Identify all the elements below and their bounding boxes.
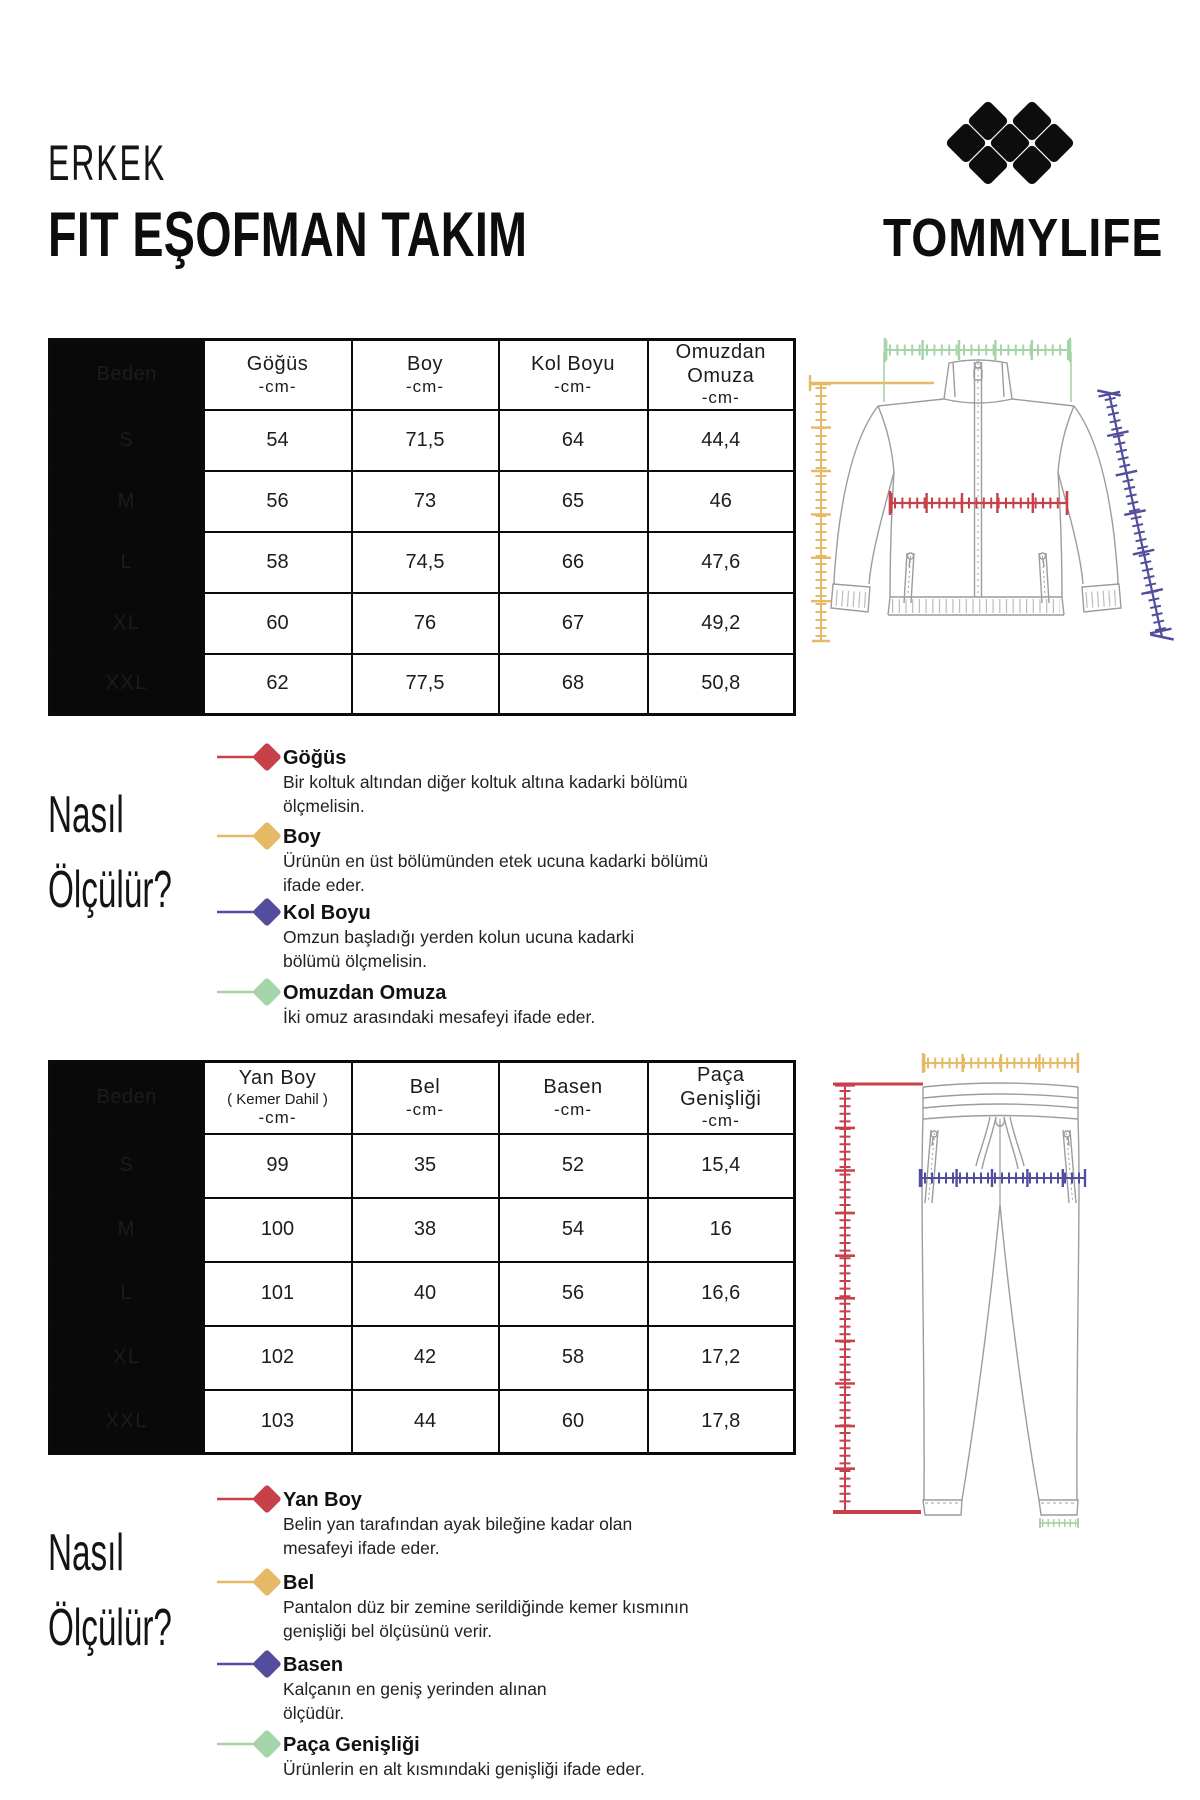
size-value: 101 xyxy=(204,1262,352,1326)
size-value: 58 xyxy=(499,1326,648,1390)
gold-diamond-icon xyxy=(215,822,283,854)
green-diamond-icon xyxy=(215,1730,283,1762)
pants-outline xyxy=(922,1083,1079,1515)
legend-item-paca-genisligi: Paça Genişliği Ürünlerin en alt kısmındaki genişliği ifade eder. xyxy=(215,1732,790,1782)
size-value: 58 xyxy=(204,532,352,593)
size-value: 44,4 xyxy=(648,410,795,471)
size-value: 66 xyxy=(499,532,648,593)
size-value: 103 xyxy=(204,1390,352,1454)
size-value: 16,6 xyxy=(648,1262,795,1326)
waist-ruler xyxy=(923,1053,1078,1073)
column-header-boy: Boy -cm- xyxy=(352,340,499,410)
size-value: 54 xyxy=(499,1198,648,1262)
size-label: M xyxy=(50,1198,204,1262)
size-value: 17,2 xyxy=(648,1326,795,1390)
column-header-beden: Beden xyxy=(50,340,204,410)
size-value: 62 xyxy=(204,654,352,715)
jacket-size-table xyxy=(48,338,796,716)
table-row xyxy=(50,1262,795,1326)
size-value: 99 xyxy=(204,1134,352,1198)
table-row xyxy=(50,532,795,593)
size-value: 76 xyxy=(352,593,499,654)
legend-item-omuzdan-omuza: Omuzdan Omuza İki omuz arasındaki mesafeyi ifade eder. xyxy=(215,980,790,1030)
page-title xyxy=(48,135,696,270)
page-title-line1: ERKEK xyxy=(48,135,167,191)
side-length-ruler xyxy=(833,1084,923,1512)
measure-heading-top xyxy=(48,778,242,929)
purple-diamond-icon xyxy=(215,898,283,930)
pants-size-table xyxy=(48,1060,796,1455)
gold-diamond-icon xyxy=(215,1568,283,1600)
jacket-diagram xyxy=(795,295,1190,660)
size-value: 60 xyxy=(499,1390,648,1454)
hem-width-ruler xyxy=(1040,1518,1078,1528)
legend-item-bel: Bel Pantalon düz bir zemine serildiğinde kemer kısmının genişliği bel ölçüsünü verir. xyxy=(215,1570,790,1644)
measure-heading-line1: Nasıl xyxy=(48,786,124,844)
sleeve-length-ruler xyxy=(1097,391,1173,640)
size-label: L xyxy=(50,532,204,593)
legend-item-boy: Boy Ürünün en üst bölümünden etek ucuna kadarki bölümü ifade eder. xyxy=(215,824,790,898)
column-header-gogus: Göğüs -cm- xyxy=(204,340,352,410)
size-value: 74,5 xyxy=(352,532,499,593)
green-diamond-icon xyxy=(215,978,283,1010)
size-label: M xyxy=(50,471,204,532)
size-value: 15,4 xyxy=(648,1134,795,1198)
size-value: 65 xyxy=(499,471,648,532)
hip-ruler xyxy=(920,1169,1085,1187)
size-value: 71,5 xyxy=(352,410,499,471)
table-row xyxy=(50,654,795,715)
table-row xyxy=(50,410,795,471)
legend-item-kol-boyu: Kol Boyu Omzun başladığı yerden kolun ucuna kadarki bölümü ölçmelisin. xyxy=(215,900,790,974)
brand-logo xyxy=(860,98,1164,268)
purple-diamond-icon xyxy=(215,1650,283,1682)
measure-heading-line2: Ölçülür? xyxy=(48,1599,172,1658)
size-value: 102 xyxy=(204,1326,352,1390)
size-value: 35 xyxy=(352,1134,499,1198)
page-title-line2: FIT EŞOFMAN TAKIM xyxy=(48,200,528,270)
table-row xyxy=(50,1198,795,1262)
table-row xyxy=(50,471,795,532)
brand-name: TOMMYLIFE xyxy=(882,208,1164,268)
table-row xyxy=(50,1134,795,1198)
measure-heading-line2: Ölçülür? xyxy=(48,861,172,920)
size-value: 46 xyxy=(648,471,795,532)
size-value: 67 xyxy=(499,593,648,654)
size-value: 50,8 xyxy=(648,654,795,715)
legend-item-basen: Basen Kalçanın en geniş yerinden alınan ölçüdür. xyxy=(215,1652,790,1726)
pants-diagram xyxy=(805,1040,1105,1540)
size-value: 77,5 xyxy=(352,654,499,715)
column-header-omuzdan-omuza: Omuzdan Omuza -cm- xyxy=(648,340,795,410)
red-diamond-icon xyxy=(215,743,283,775)
size-value: 52 xyxy=(499,1134,648,1198)
size-label: XXL xyxy=(50,1390,204,1454)
column-header-beden: Beden xyxy=(50,1062,204,1134)
size-label: S xyxy=(50,410,204,471)
table-row xyxy=(50,593,795,654)
size-value: 38 xyxy=(352,1198,499,1262)
size-value: 64 xyxy=(499,410,648,471)
size-label: XL xyxy=(50,1326,204,1390)
size-value: 44 xyxy=(352,1390,499,1454)
size-value: 42 xyxy=(352,1326,499,1390)
size-value: 68 xyxy=(499,654,648,715)
column-header-basen: Basen -cm- xyxy=(499,1062,648,1134)
size-value: 73 xyxy=(352,471,499,532)
column-header-bel: Bel -cm- xyxy=(352,1062,499,1134)
size-value: 56 xyxy=(204,471,352,532)
size-value: 54 xyxy=(204,410,352,471)
measure-heading-bottom xyxy=(48,1516,242,1667)
table-row xyxy=(50,1326,795,1390)
column-header-paca-genisligi: Paça Genişliği -cm- xyxy=(648,1062,795,1134)
legend-item-yan-boy: Yan Boy Belin yan tarafından ayak bileğine kadar olan mesafeyi ifade eder. xyxy=(215,1487,790,1561)
red-diamond-icon xyxy=(215,1485,283,1517)
table-row xyxy=(50,1390,795,1454)
size-value: 60 xyxy=(204,593,352,654)
column-header-kol-boyu: Kol Boyu -cm- xyxy=(499,340,648,410)
measure-heading-line1: Nasıl xyxy=(48,1524,124,1582)
size-value: 47,6 xyxy=(648,532,795,593)
jacket-outline xyxy=(831,360,1121,615)
column-header-yan-boy: Yan Boy ( Kemer Dahil ) -cm- xyxy=(204,1062,352,1134)
size-label: L xyxy=(50,1262,204,1326)
legend-item-gogus: Göğüs Bir koltuk altından diğer koltuk altına kadarki bölümü ölçmelisin. xyxy=(215,745,790,819)
size-value: 16 xyxy=(648,1198,795,1262)
size-label: XXL xyxy=(50,654,204,715)
chest-ruler xyxy=(890,491,1067,515)
diamond-cluster-icon xyxy=(940,98,1080,190)
size-value: 56 xyxy=(499,1262,648,1326)
size-value: 40 xyxy=(352,1262,499,1326)
size-value: 17,8 xyxy=(648,1390,795,1454)
size-label: S xyxy=(50,1134,204,1198)
size-value: 100 xyxy=(204,1198,352,1262)
size-value: 49,2 xyxy=(648,593,795,654)
size-label: XL xyxy=(50,593,204,654)
